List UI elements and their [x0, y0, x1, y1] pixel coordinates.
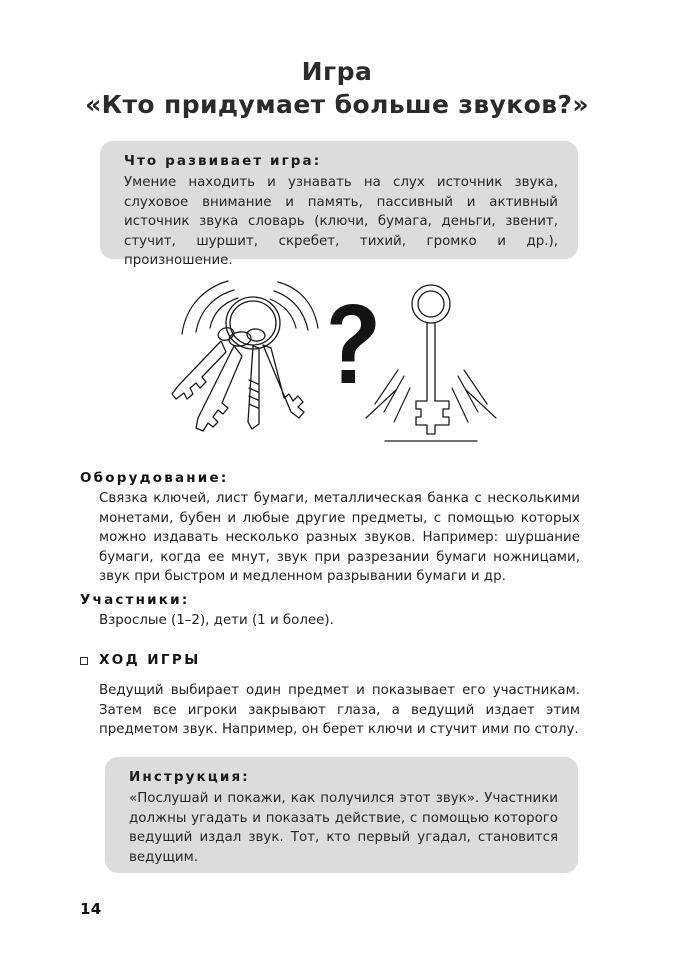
instruction-heading: Инструкция: — [129, 769, 250, 785]
page-title — [0, 58, 674, 121]
page-number: 14 — [80, 900, 102, 918]
keyring-motion-lines — [182, 281, 318, 334]
title-line-1: Игра — [301, 57, 373, 86]
course-section — [80, 652, 580, 740]
instruction-callout — [105, 757, 578, 873]
equipment-section — [80, 470, 580, 587]
course-heading: ХОД ИГРЫ — [99, 652, 201, 668]
impact-lines — [366, 370, 496, 422]
title-line-2: «Кто придумает больше звуков?» — [85, 89, 589, 119]
key-4 — [263, 345, 304, 418]
participants-heading: Участники: — [80, 592, 190, 608]
develops-text: Умение находить и узнавать на слух источник звука, слуховое внимание и память, пассивный и активный источник звука словарь (ключи, бумага, деньги, звенит, стучит, шуршит, скребет, тихий, громко и др.), произношение. — [124, 175, 558, 269]
course-heading-row — [80, 652, 580, 668]
participants-section — [80, 592, 580, 631]
key-3 — [248, 346, 259, 429]
course-text: Ведущий выбирает один предмет и показывает его участникам. Затем все игроки закрывают глаза, а ведущий издает этим предметом звук. Например, он берет ключи и стучит ими по столу. — [99, 683, 580, 738]
develops-heading: Что развивает игра: — [124, 153, 322, 169]
equipment-heading: Оборудование: — [80, 470, 229, 486]
square-bullet-icon — [80, 657, 88, 665]
key-ring-circle — [226, 297, 280, 349]
instruction-text: «Послушай и покажи, как получился этот звук». Участники должны угадать и показать действие, с помощью которого ведущий издал звук. Тот, кто первый угадал, становится ведущим. — [129, 791, 558, 865]
equipment-text: Связка ключей, лист бумаги, металлическая банка с несколькими монетами, бубен и любые другие предметы, с помощью которых можно издавать несколько разных звуков. Например: шуршание бумаги, когда ее мнут, звук при разрезании бумаги ножницами, звук при быстром и медленном разрывании бумаги и др. — [99, 491, 580, 585]
question-mark — [331, 304, 376, 383]
key-1 — [172, 341, 226, 399]
participants-text: Взрослые (1–2), дети (1 и более). — [99, 613, 334, 628]
single-key — [412, 285, 450, 434]
illustration — [160, 272, 500, 458]
develops-callout — [100, 141, 578, 269]
